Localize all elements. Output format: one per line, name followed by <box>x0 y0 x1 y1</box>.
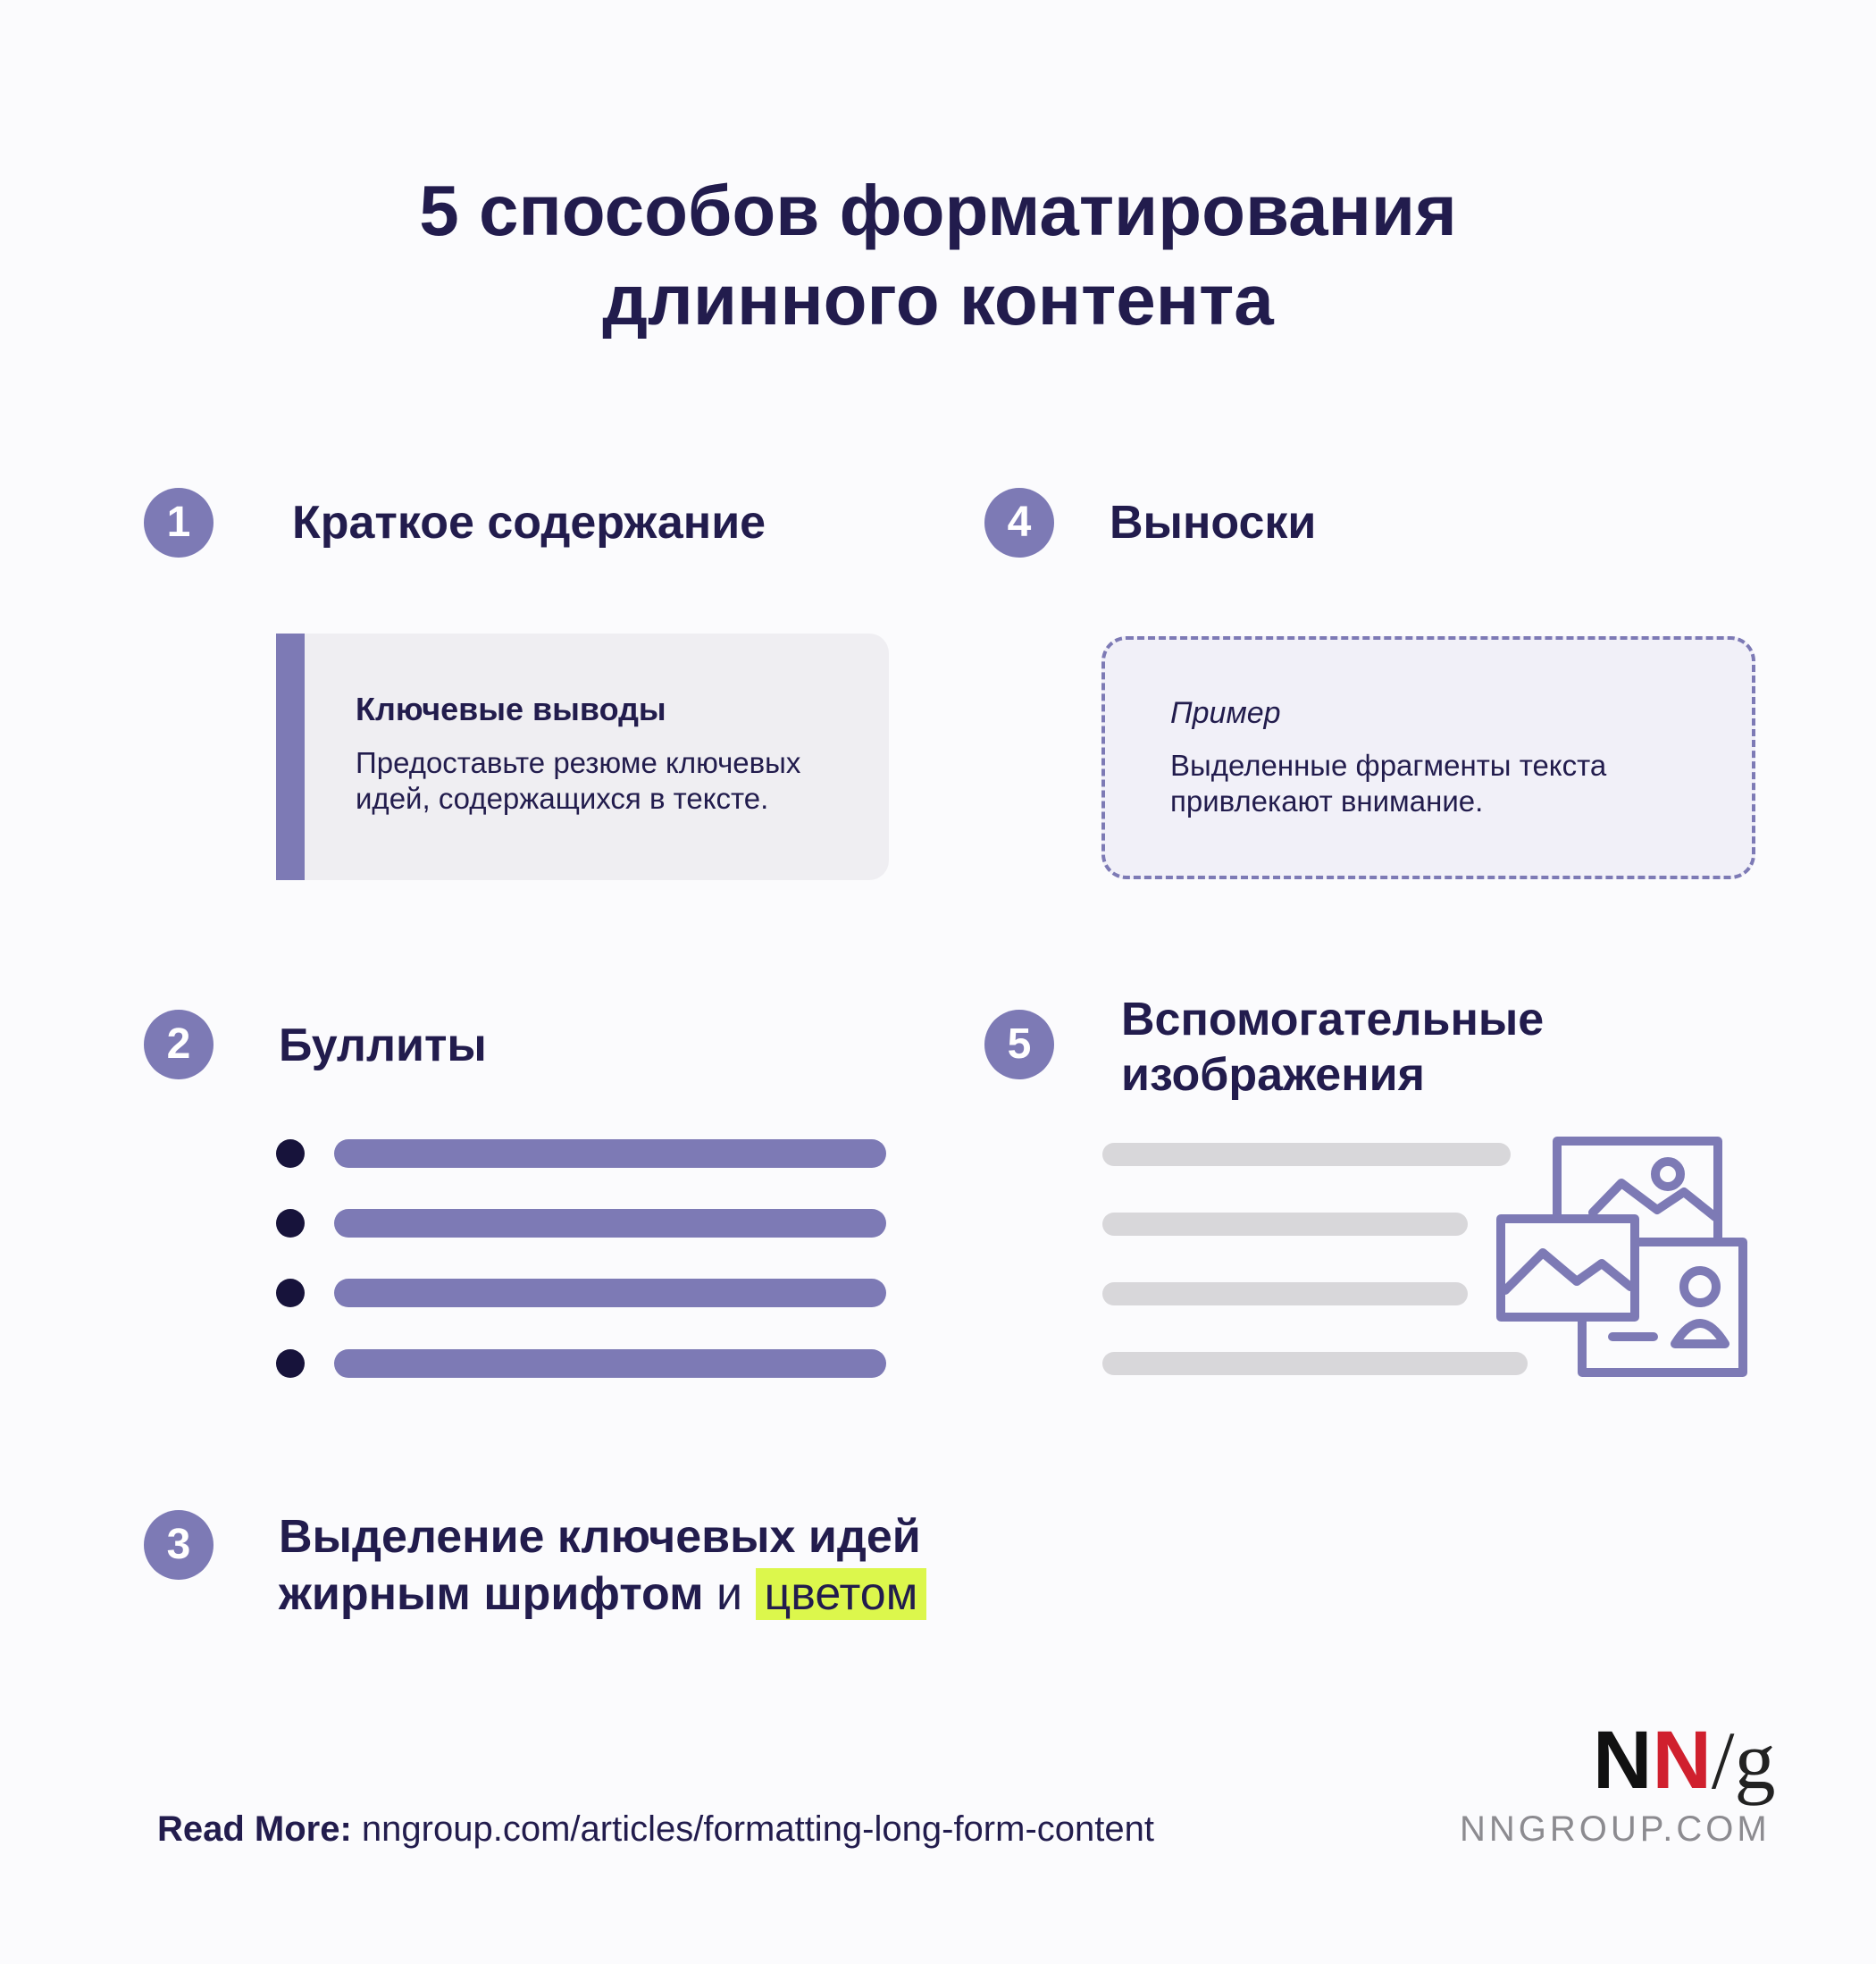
callout-card-text-line-2: привлекают внимание. <box>1170 785 1484 818</box>
title-line-2: длинного контента <box>602 260 1274 340</box>
bullet-line <box>334 1349 886 1378</box>
section-5-heading-line-2: изображения <box>1121 1049 1425 1101</box>
bullet-line <box>334 1279 886 1307</box>
callout-card-text <box>1170 748 1606 819</box>
title-line-1: 5 способов форматирования <box>419 171 1457 250</box>
section-4-heading: Выноски <box>1110 497 1317 549</box>
read-more-link[interactable]: nngroup.com/articles/formatting-long-form-content <box>351 1809 1154 1849</box>
bullet-dot <box>276 1209 305 1238</box>
read-more-label: Read More: <box>157 1809 352 1849</box>
section-2-heading: Буллиты <box>279 1020 487 1071</box>
bullet-line <box>334 1209 886 1238</box>
callout-card-text-line-1: Выделенные фрагменты текста <box>1170 749 1607 782</box>
text-placeholder-line <box>1102 1282 1468 1305</box>
step-2-badge: 2 <box>144 1010 214 1079</box>
callout-card-label: Пример <box>1170 696 1281 730</box>
bold-text-example: жирным шрифтом <box>279 1568 704 1620</box>
read-more <box>157 1807 1154 1851</box>
text-placeholder-line <box>1102 1213 1468 1236</box>
step-1-badge: 1 <box>144 488 214 558</box>
summary-card-title: Ключевые выводы <box>356 691 666 727</box>
bullet-dot <box>276 1349 305 1378</box>
section-3-heading-line-1: Выделение ключевых идей <box>279 1511 921 1563</box>
summary-card-text-line-2: идей, содержащихся в тексте. <box>356 782 769 815</box>
highlighted-text-example: цветом <box>756 1568 927 1620</box>
logo-n1: N <box>1593 1715 1653 1806</box>
section-3-heading-line-2 <box>279 1565 926 1623</box>
nng-logo <box>1593 1716 1775 1805</box>
logo-slash: / <box>1711 1715 1735 1806</box>
summary-card <box>276 634 889 880</box>
images-icon <box>1496 1137 1748 1378</box>
summary-card-text-line-1: Предоставьте резюме ключевых <box>356 746 801 779</box>
step-5-badge: 5 <box>984 1010 1054 1079</box>
site-url[interactable]: NNGROUP.COM <box>1460 1809 1771 1849</box>
bullet-dot <box>276 1139 305 1168</box>
section-3-heading <box>279 1508 926 1623</box>
page-title <box>0 166 1876 345</box>
step-3-badge: 3 <box>144 1510 214 1580</box>
logo-n2: N <box>1652 1715 1712 1806</box>
bullet-dot <box>276 1279 305 1307</box>
text-placeholder-line <box>1102 1143 1511 1166</box>
step-4-badge: 4 <box>984 488 1054 558</box>
text-placeholder-line <box>1102 1352 1528 1375</box>
callout-card <box>1101 636 1755 879</box>
logo-g: g <box>1734 1715 1776 1806</box>
conjunction-text: и <box>703 1568 756 1620</box>
bullet-line <box>334 1139 886 1168</box>
section-5-heading-line-1: Вспомогательные <box>1121 994 1545 1045</box>
section-1-heading: Краткое содержание <box>292 497 766 549</box>
summary-card-text <box>356 745 800 817</box>
section-5-heading <box>1121 992 1544 1103</box>
summary-card-accent-bar <box>276 634 305 880</box>
